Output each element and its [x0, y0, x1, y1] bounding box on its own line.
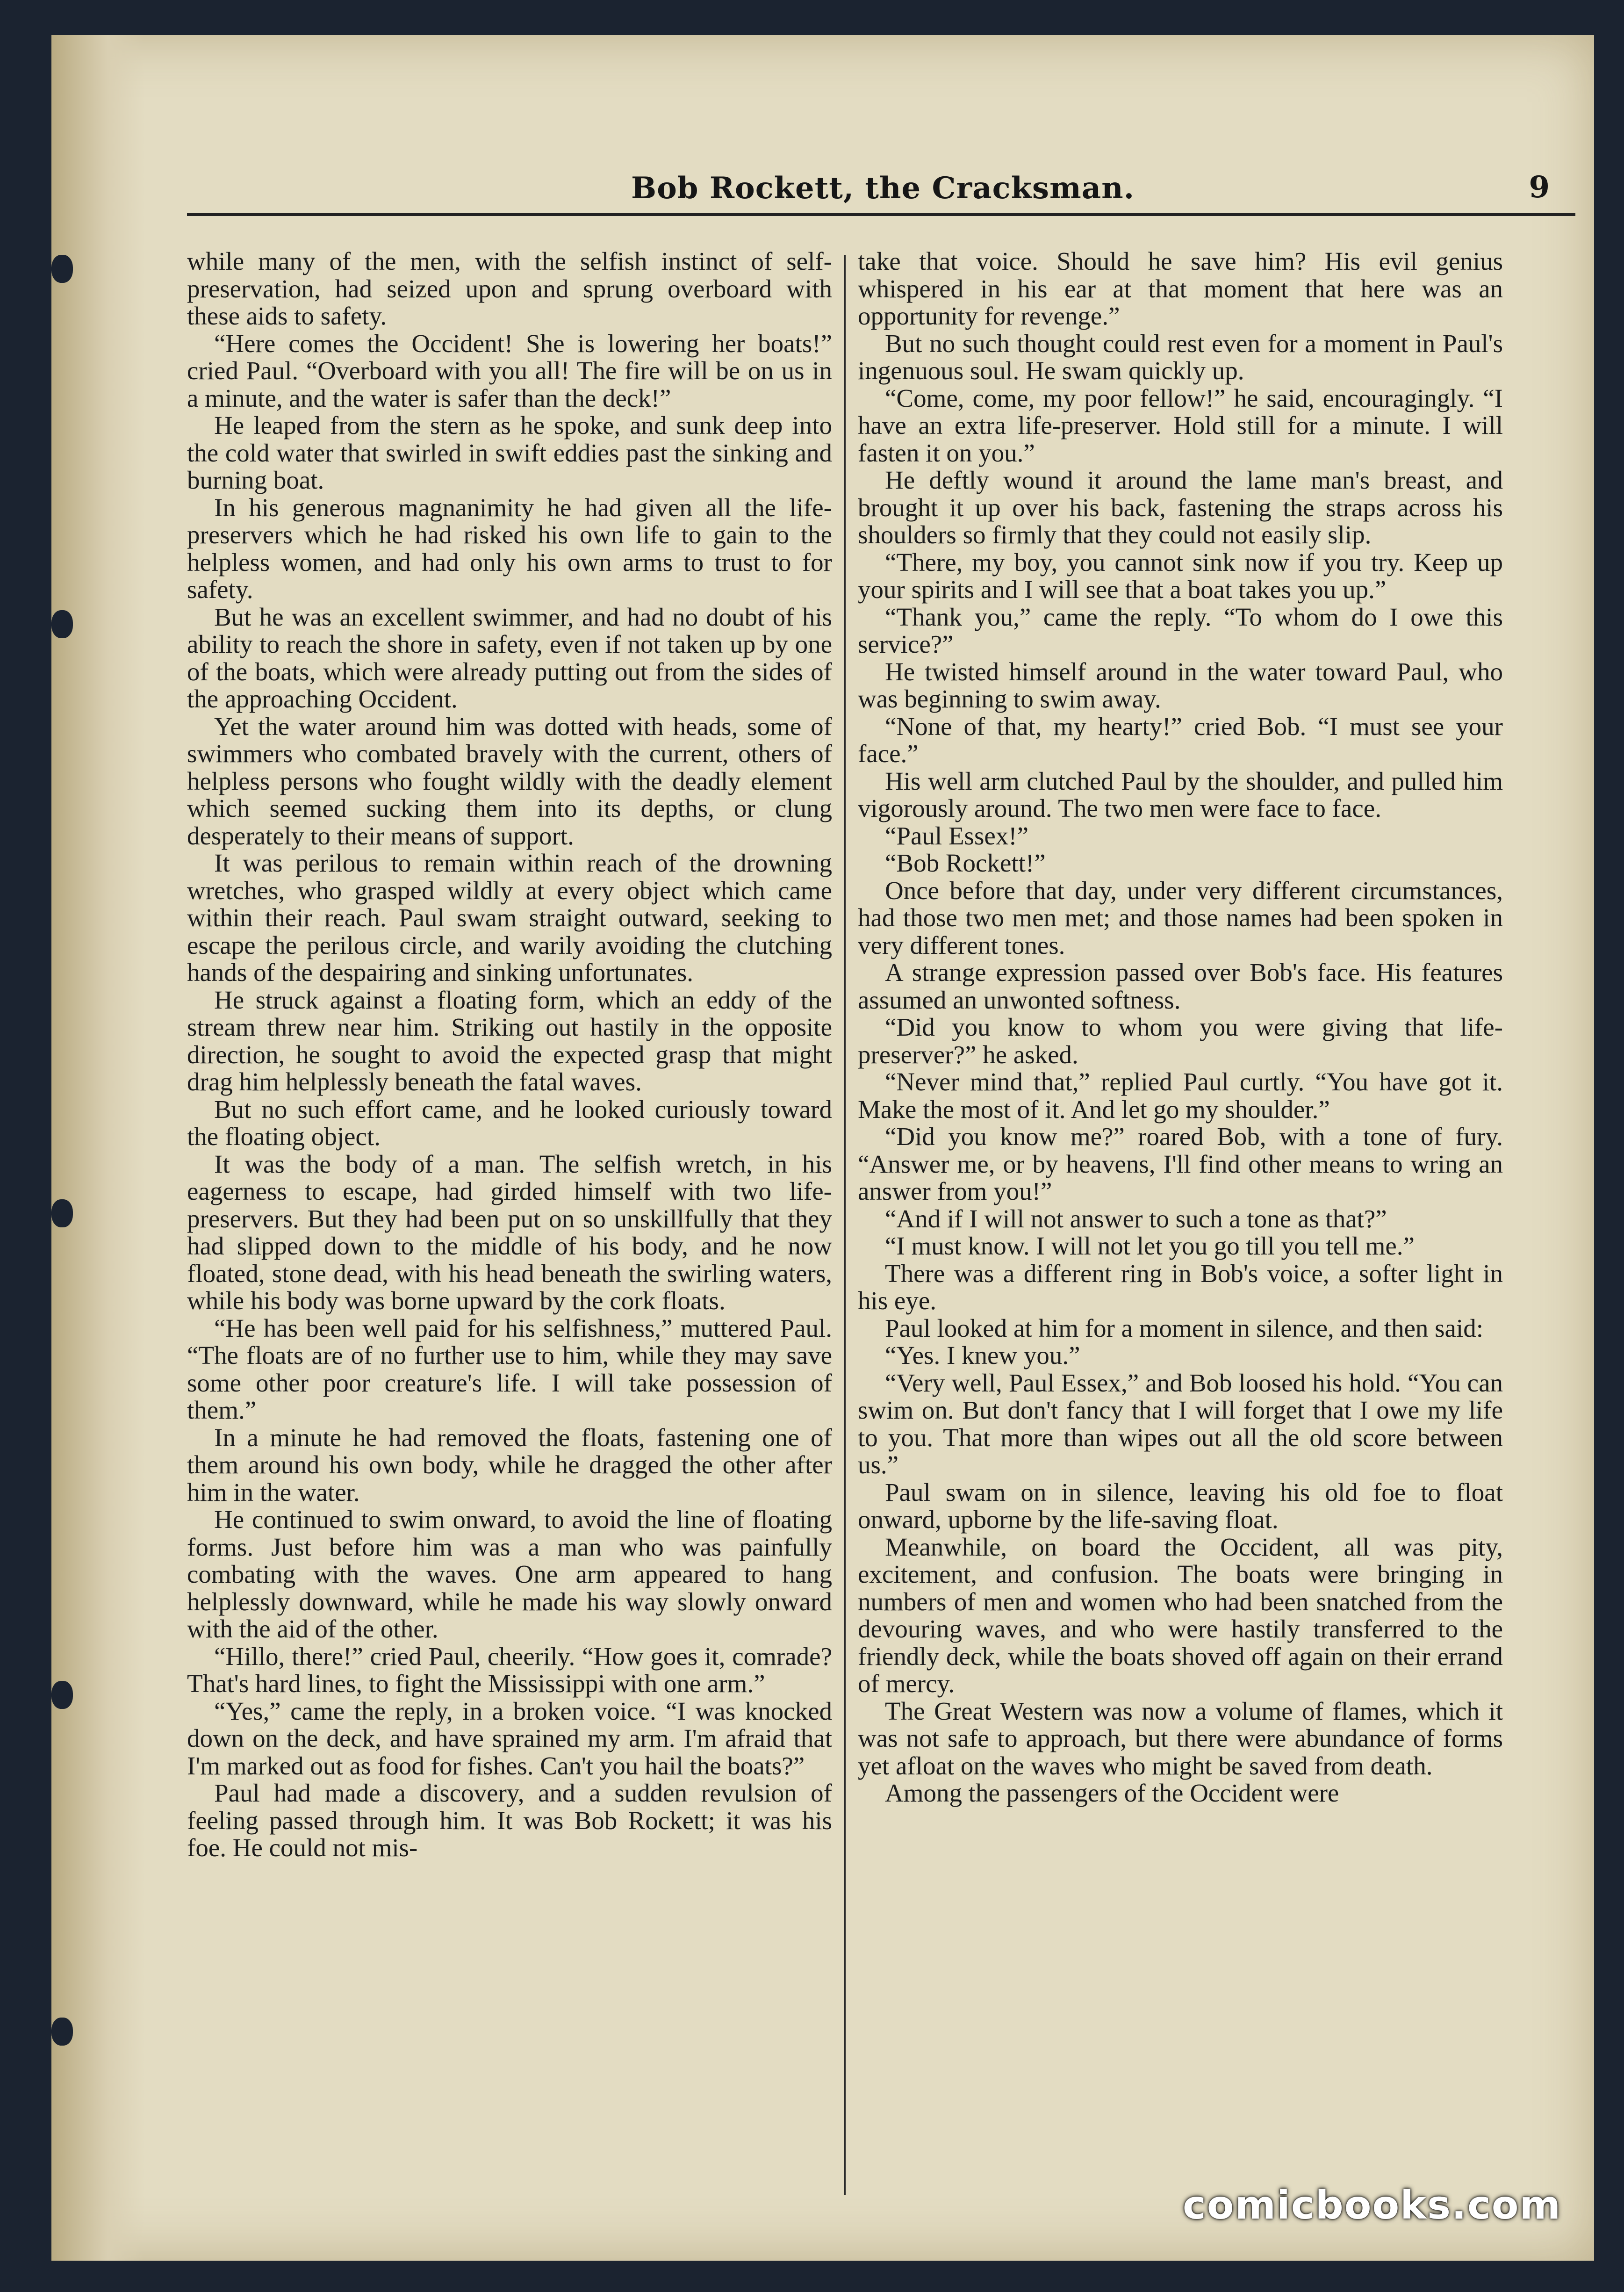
binding-hole	[51, 610, 73, 638]
paragraph: “Come, come, my poor fellow!” he said, encouragingly. “I have an extra life-preserver. Hold still for a minute. I will fasten it on you.”	[858, 383, 1503, 467]
paragraph: “And if I will not answer to such a tone as that?”	[885, 1204, 1387, 1233]
paragraph: “Thank you,” came the reply. “To whom do I owe this service?”	[858, 602, 1503, 658]
right-text-column	[858, 248, 1503, 2249]
paragraph: “There, my boy, you cannot sink now if you try. Keep up your spirits and I will see that a boat takes you up.”	[858, 548, 1503, 604]
paragraph: There was a different ring in Bob's voice, a softer light in his eye.	[858, 1259, 1503, 1315]
paragraph: He continued to swim onward, to avoid the line of floating forms. Just before him was a man who was painfully combating with the waves. One arm appeared to hang helplessly downward, while he made his way slowly onward with the aid of the other.	[187, 1505, 832, 1643]
paragraph: “Paul Essex!”	[885, 821, 1028, 850]
paragraph: His well arm clutched Paul by the shoulder, and pulled him vigorously around. The two men were face to face.	[858, 766, 1503, 822]
paragraph: He deftly wound it around the lame man's breast, and brought it up over his back, fastening the straps across his shoulders so firmly that they could not easily slip.	[858, 466, 1503, 549]
paragraph: “Bob Rockett!”	[885, 849, 1046, 877]
paragraph: Meanwhile, on board the Occident, all was pity, excitement, and confusion. The boats were bringing in numbers of men and women who had been snatched from the devouring waves, and who were hastily transferred to the friendly deck, while the boats shoved off again on their errand of mercy.	[858, 1532, 1503, 1698]
paragraph: “Hillo, there!” cried Paul, cheerily. “How goes it, comrade? That's hard lines, to fight the Mississippi with one arm.”	[187, 1642, 832, 1698]
paragraph: But no such thought could rest even for a moment in Paul's ingenuous soul. He swam quickly up.	[858, 329, 1503, 385]
paragraph: “Here comes the Occident! She is lowering her boats!” cried Paul. “Overboard with you all! The fire will be on us in a minute, and the water is safer than the deck!”	[187, 329, 832, 412]
paragraph: Yet the water around him was dotted with heads, some of swimmers who combated bravely with the current, others of helpless persons who fought wildly with the deadly element which seemed sucking them into its depths, or clung desperately to their means of support.	[187, 712, 832, 850]
paragraph: It was perilous to remain within reach of the drowning wretches, who grasped wildly at every object which came within their reach. Paul swam straight outward, seeking to escape the perilous circle, and warily avoiding the clutching hands of the despairing and sinking unfortunates.	[187, 849, 832, 987]
paragraph: But no such effort came, and he looked curiously toward the floating object.	[187, 1095, 832, 1151]
column-divider	[844, 255, 846, 2195]
paragraph: He struck against a floating form, which an eddy of the stream threw near him. Striking out hastily in the opposite direction, he sought to avoid the expected grasp that might drag him helplessly beneath the fatal waves.	[187, 985, 832, 1096]
paragraph: “Did you know me?” roared Bob, with a tone of fury. “Answer me, or by heavens, I'll find other means to wring an answer from you!”	[858, 1122, 1503, 1205]
paragraph: He leaped from the stern as he spoke, and sunk deep into the cold water that swirled in swift eddies past the sinking and burning boat.	[187, 411, 832, 494]
paragraph: while many of the men, with the selfish instinct of self-preservation, had seized upon and sprung overboard with these aids to safety.	[187, 248, 832, 330]
paragraph: Paul had made a discovery, and a sudden revulsion of feeling passed through him. It was Bob Rockett; it was his foe. He could not mis-	[187, 1779, 832, 1862]
paragraph: He twisted himself around in the water toward Paul, who was beginning to swim away.	[858, 657, 1503, 713]
page-title: Bob Rockett, the Cracksman.	[631, 171, 1135, 206]
paragraph: “Very well, Paul Essex,” and Bob loosed his hold. “You can swim on. But don't fancy that I will forget that I owe my life to you. That more than wipes out all the old score between us.”	[858, 1368, 1503, 1479]
paragraph: It was the body of a man. The selfish wretch, in his eagerness to escape, had girded himself with two life-preservers. But they had been put on so unskillfully that they had slipped down to the middle of his body, and he now floated, stone dead, with his head beneath the swirling waters, while his body was borne upward by the cork floats.	[187, 1149, 832, 1315]
watermark: comicbooks.com	[1183, 2182, 1561, 2228]
magazine-page	[51, 35, 1594, 2261]
paragraph: “None of that, my hearty!” cried Bob. “I must see your face.”	[858, 712, 1503, 768]
binding-hole	[51, 1199, 73, 1227]
running-header	[187, 143, 1575, 216]
paragraph: “Yes,” came the reply, in a broken voice. “I was knocked down on the deck, and have sprained my arm. I'm afraid that I'm marked out as food for fishes. Can't you hail the boats?”	[187, 1696, 832, 1780]
paragraph: In a minute he had removed the floats, fastening one of them around his own body, while he dragged the other after him in the water.	[187, 1423, 832, 1506]
paragraph: “Yes. I knew you.”	[885, 1341, 1080, 1369]
paragraph: In his generous magnanimity he had given all the life-preservers which he had risked his own life to gain to the helpless women, and had only his own arms to trust to for safety.	[187, 493, 832, 604]
paragraph: Among the passengers of the Occident were	[885, 1779, 1339, 1807]
paragraph: “Never mind that,” replied Paul curtly. “You have got it. Make the most of it. And let go my shoulder.”	[858, 1067, 1503, 1124]
paragraph: The Great Western was now a volume of flames, which it was not safe to approach, but there were abundance of forms yet afloat on the waves who might be saved from death.	[858, 1696, 1503, 1780]
paragraph: “He has been well paid for his selfishness,” muttered Paul. “The floats are of no further use to him, while they may save some other poor creature's life. I will take possession of them.”	[187, 1313, 832, 1424]
left-text-column	[187, 248, 832, 2249]
paragraph: “I must know. I will not let you go till you tell me.”	[885, 1232, 1415, 1260]
paragraph: Once before that day, under very different circumstances, had those two men met; and those names had been spoken in very different tones.	[858, 876, 1503, 959]
binding-hole	[51, 255, 73, 283]
paragraph: “Did you know to whom you were giving that life-preserver?” he asked.	[858, 1013, 1503, 1069]
page-number: 9	[1529, 170, 1550, 205]
binding-hole	[51, 1681, 73, 1709]
paragraph: take that voice. Should he save him? His evil genius whispered in his ear at that moment that here was an opportunity for revenge.”	[858, 248, 1503, 330]
paragraph: Paul looked at him for a moment in silence, and then said:	[885, 1313, 1483, 1342]
binding-hole	[51, 2018, 73, 2046]
paragraph: A strange expression passed over Bob's face. His features assumed an unwonted softness.	[858, 958, 1503, 1014]
paragraph: But he was an excellent swimmer, and had no doubt of his ability to reach the shore in safety, even if not taken up by one of the boats, which were already putting out from the sides of the approaching Occident.	[187, 602, 832, 713]
binding-gutter	[51, 35, 145, 2261]
paragraph: Paul swam on in silence, leaving his old foe to float onward, upborne by the life-saving float.	[858, 1478, 1503, 1534]
